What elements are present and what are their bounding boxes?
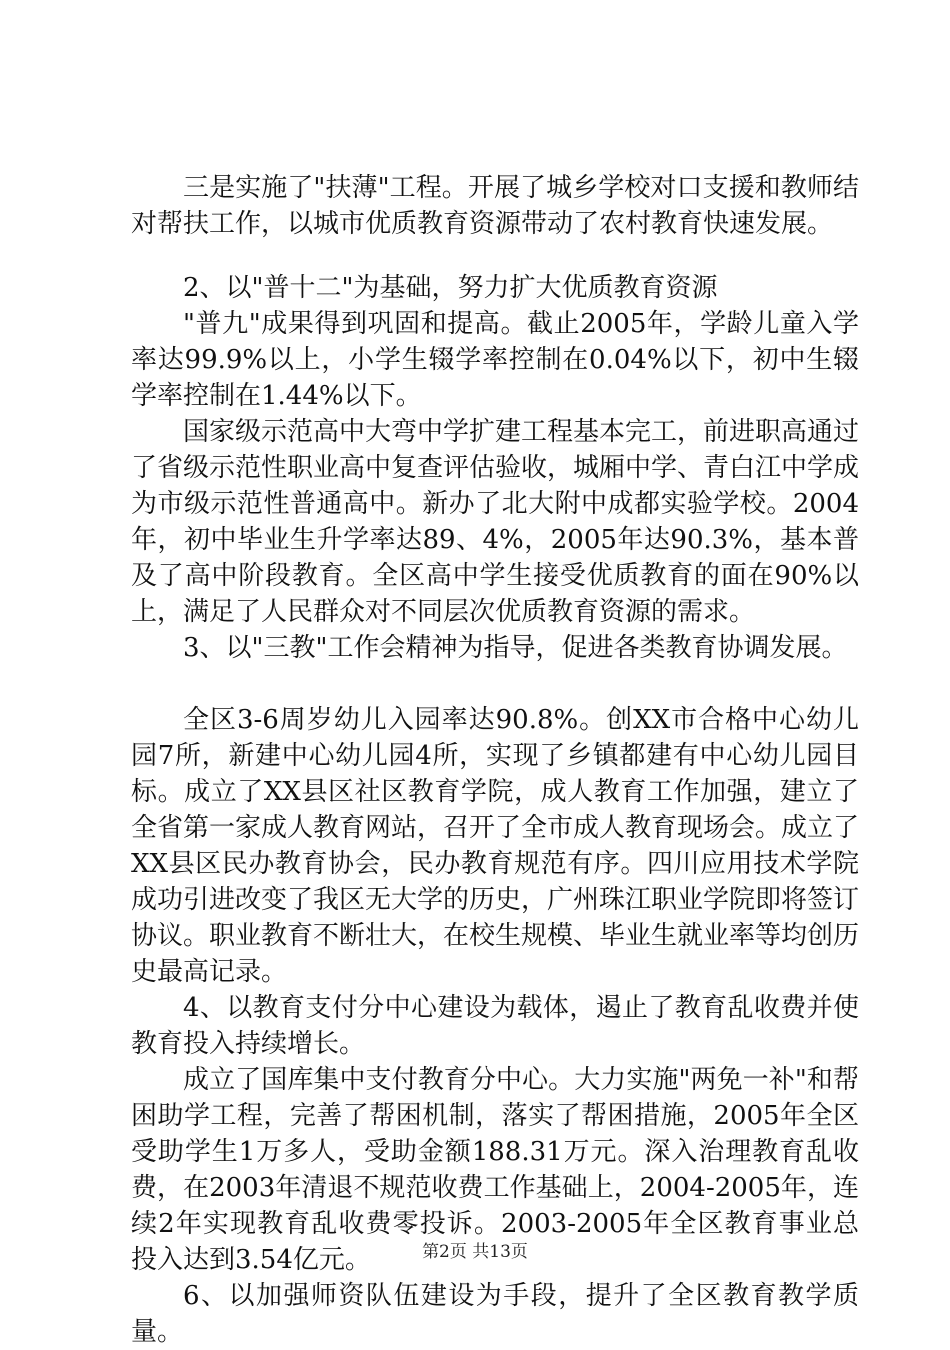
page-number-footer: 第2页 共13页 <box>422 1242 528 1262</box>
paragraph-preschool: 全区3-6周岁幼儿入园率达90.8%。创XX市合格中心幼儿园7所，新建中心幼儿园4所，实现了乡镇都建有中心幼儿园目标。成立了XX县区社区教育学院，成人教育工作加强，建立了全省第一家成人教育网站，召开了全市成人教育现场会。成立了XX县区民办教育协会，民办教育规范有序。四川应用技术学院成功引进改变了我区无大学的历史，广州珠江职业学院即将签订协议。职业教育不断壮大，在校生规模、毕业生就业率等均创历史最高记录。 <box>131 705 860 987</box>
paragraph-high-school: 国家级示范高中大弯中学扩建工程基本完工，前进职高通过了省级示范性职业高中复查评估验收，城厢中学、青白江中学成为市级示范性普通高中。新办了北大附中成都实验学校。2004年，初中毕业生升学率达89、4%，2005年达90.3%，基本普及了高中阶段教育。全区高中学生接受优质教育的面在90%以上，满足了人民群众对不同层次优质教育资源的需求。 <box>131 417 860 627</box>
document-body <box>131 170 859 1350</box>
heading-teacher-team: 6、以加强师资队伍建设为手段，提升了全区教育教学质量。 <box>131 1281 859 1347</box>
paragraph-treasury: 成立了国库集中支付教育分中心。大力实施"两免一补"和帮困助学工程，完善了帮困机制，落实了帮困措施，2005年全区受助学生1万多人，受助金额188.31万元。深入治理教育乱收费，在2003年清退不规范收费工作基础上，2004-2005年，连续2年实现教育乱收费零投诉。2003-2005年全区教育事业总投入达到3.54亿元。 <box>131 1065 859 1275</box>
heading-pu-shier: 2、以"普十二"为基础，努力扩大优质教育资源 <box>183 273 718 303</box>
heading-san-jiao: 3、以"三教"工作会精神为指导，促进各类教育协调发展。 <box>183 633 848 663</box>
heading-payment-center: 4、以教育支付分中心建设为载体，遏止了教育乱收费并使教育投入持续增长。 <box>131 993 859 1059</box>
paragraph-pu-jiu: "普九"成果得到巩固和提高。截止2005年，学龄儿童入学率达99.9%以上，小学生辍学率控制在0.04%以下，初中生辍学率控制在1.44%以下。 <box>131 309 859 411</box>
paragraph-fubo-project: 三是实施了"扶薄"工程。开展了城乡学校对口支援和教师结对帮扶工作，以城市优质教育资源带动了农村教育快速发展。 <box>131 173 859 239</box>
